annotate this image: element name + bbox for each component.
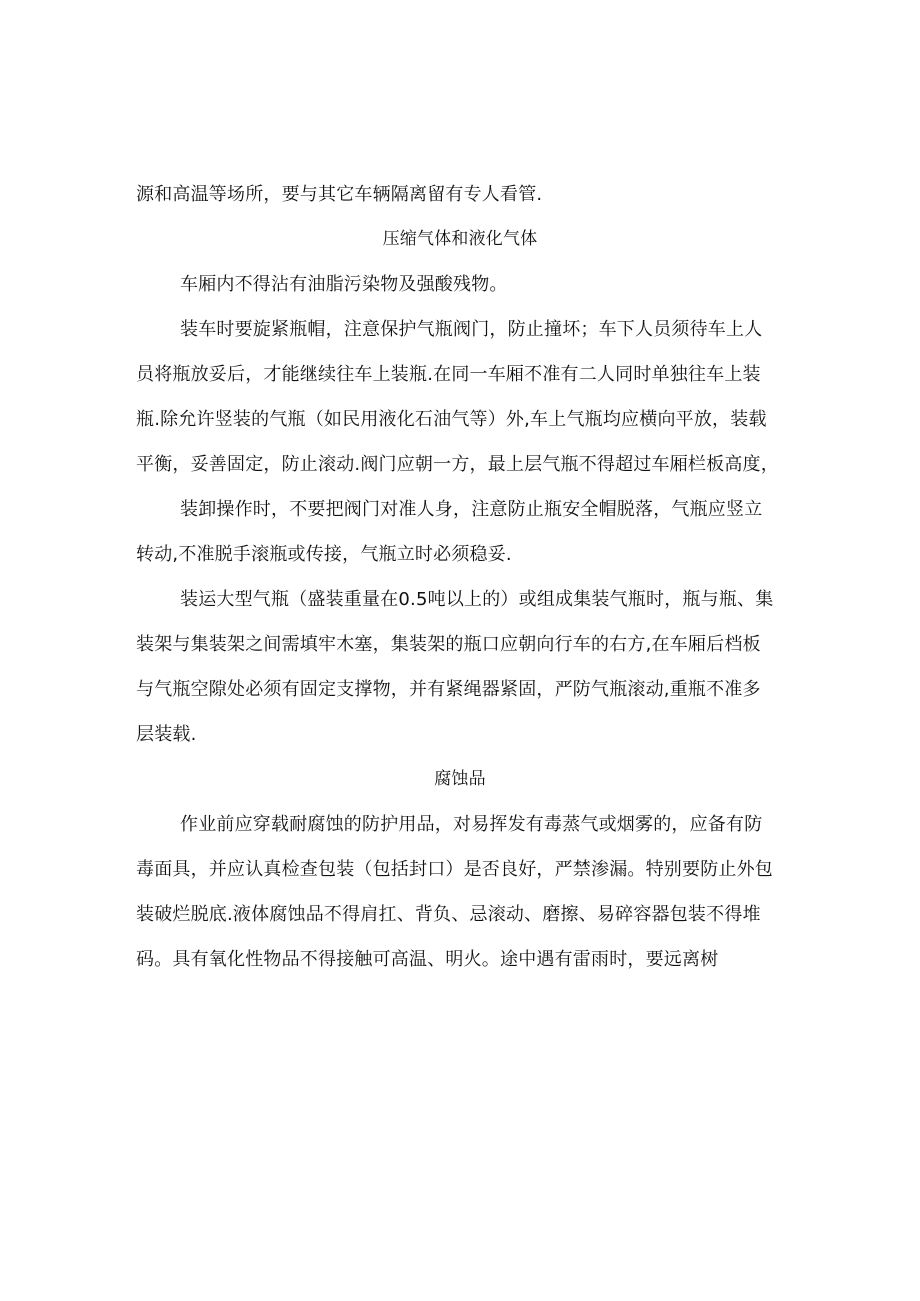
paragraph-line: 转动,不准脱手滚瓶或传接，气瓶立时必须稳妥.	[136, 544, 512, 565]
paragraph-line: 码。具有氧化性物品不得接触可高温、明火。途中遇有雷雨时，要远离树	[136, 949, 719, 970]
paragraph-line: 员将瓶放妥后，才能继续往车上装瓶.在同一车厢不准有二人同时单独往车上装	[136, 364, 761, 385]
paragraph-line: 装车时要旋紧瓶帽，注意保护气瓶阀门，防止撞坏；车下人员须待车上人	[180, 319, 763, 340]
paragraph-line: 毒面具，并应认真检查包装（包括封口）是否良好，严禁渗漏。特别要防止外包	[136, 859, 773, 880]
paragraph-corrosive-1	[136, 802, 784, 982]
paragraph-gas-4	[136, 577, 784, 757]
paragraph-line: 车厢内不得沾有油脂污染物及强酸残物。	[180, 274, 508, 295]
paragraph-gas-3	[136, 487, 784, 577]
paragraph-gas-2	[136, 307, 784, 487]
section-title-compressed-gas: 压缩气体和液化气体	[382, 229, 538, 249]
paragraph-line: 瓶.除允许竖装的气瓶（如民用液化石油气等）外,车上气瓶均应横向平放，装载	[136, 409, 767, 430]
paragraph-line: 装卸操作时，不要把阀门对准人身，注意防止瓶安全帽脱落，气瓶应竖立	[180, 499, 763, 520]
paragraph-line: 层装载.	[136, 724, 197, 745]
paragraph-line: 与气瓶空隙处必须有固定支撑物，并有紧绳器紧固，严防气瓶滚动,重瓶不准多	[136, 679, 761, 700]
paragraph-gas-1	[136, 262, 784, 307]
paragraph-line: 平衡，妥善固定，防止滚动.阀门应朝一方，最上层气瓶不得超过车厢栏板高度，	[136, 454, 779, 475]
paragraph-line: 装破烂脱底.液体腐蚀品不得肩扛、背负、忌滚动、磨擦、易碎容器包装不得堆	[136, 904, 761, 925]
paragraph-line: 装架与集装架之间需填牢木塞，集装架的瓶口应朝向行车的右方,在车厢后档板	[136, 634, 761, 655]
paragraph-line: 作业前应穿载耐腐蚀的防护用品，对易挥发有毒蒸气或烟雾的，应备有防	[180, 814, 763, 835]
intro-line: 源和高温等场所，要与其它车辆隔离留有专人看管.	[136, 184, 543, 205]
document-body	[136, 172, 784, 982]
paragraph-line: 装运大型气瓶（盛装重量在0.5吨以上的）或组成集装气瓶时，瓶与瓶、集	[180, 589, 774, 610]
section-title-corrosive: 腐蚀品	[434, 769, 486, 789]
